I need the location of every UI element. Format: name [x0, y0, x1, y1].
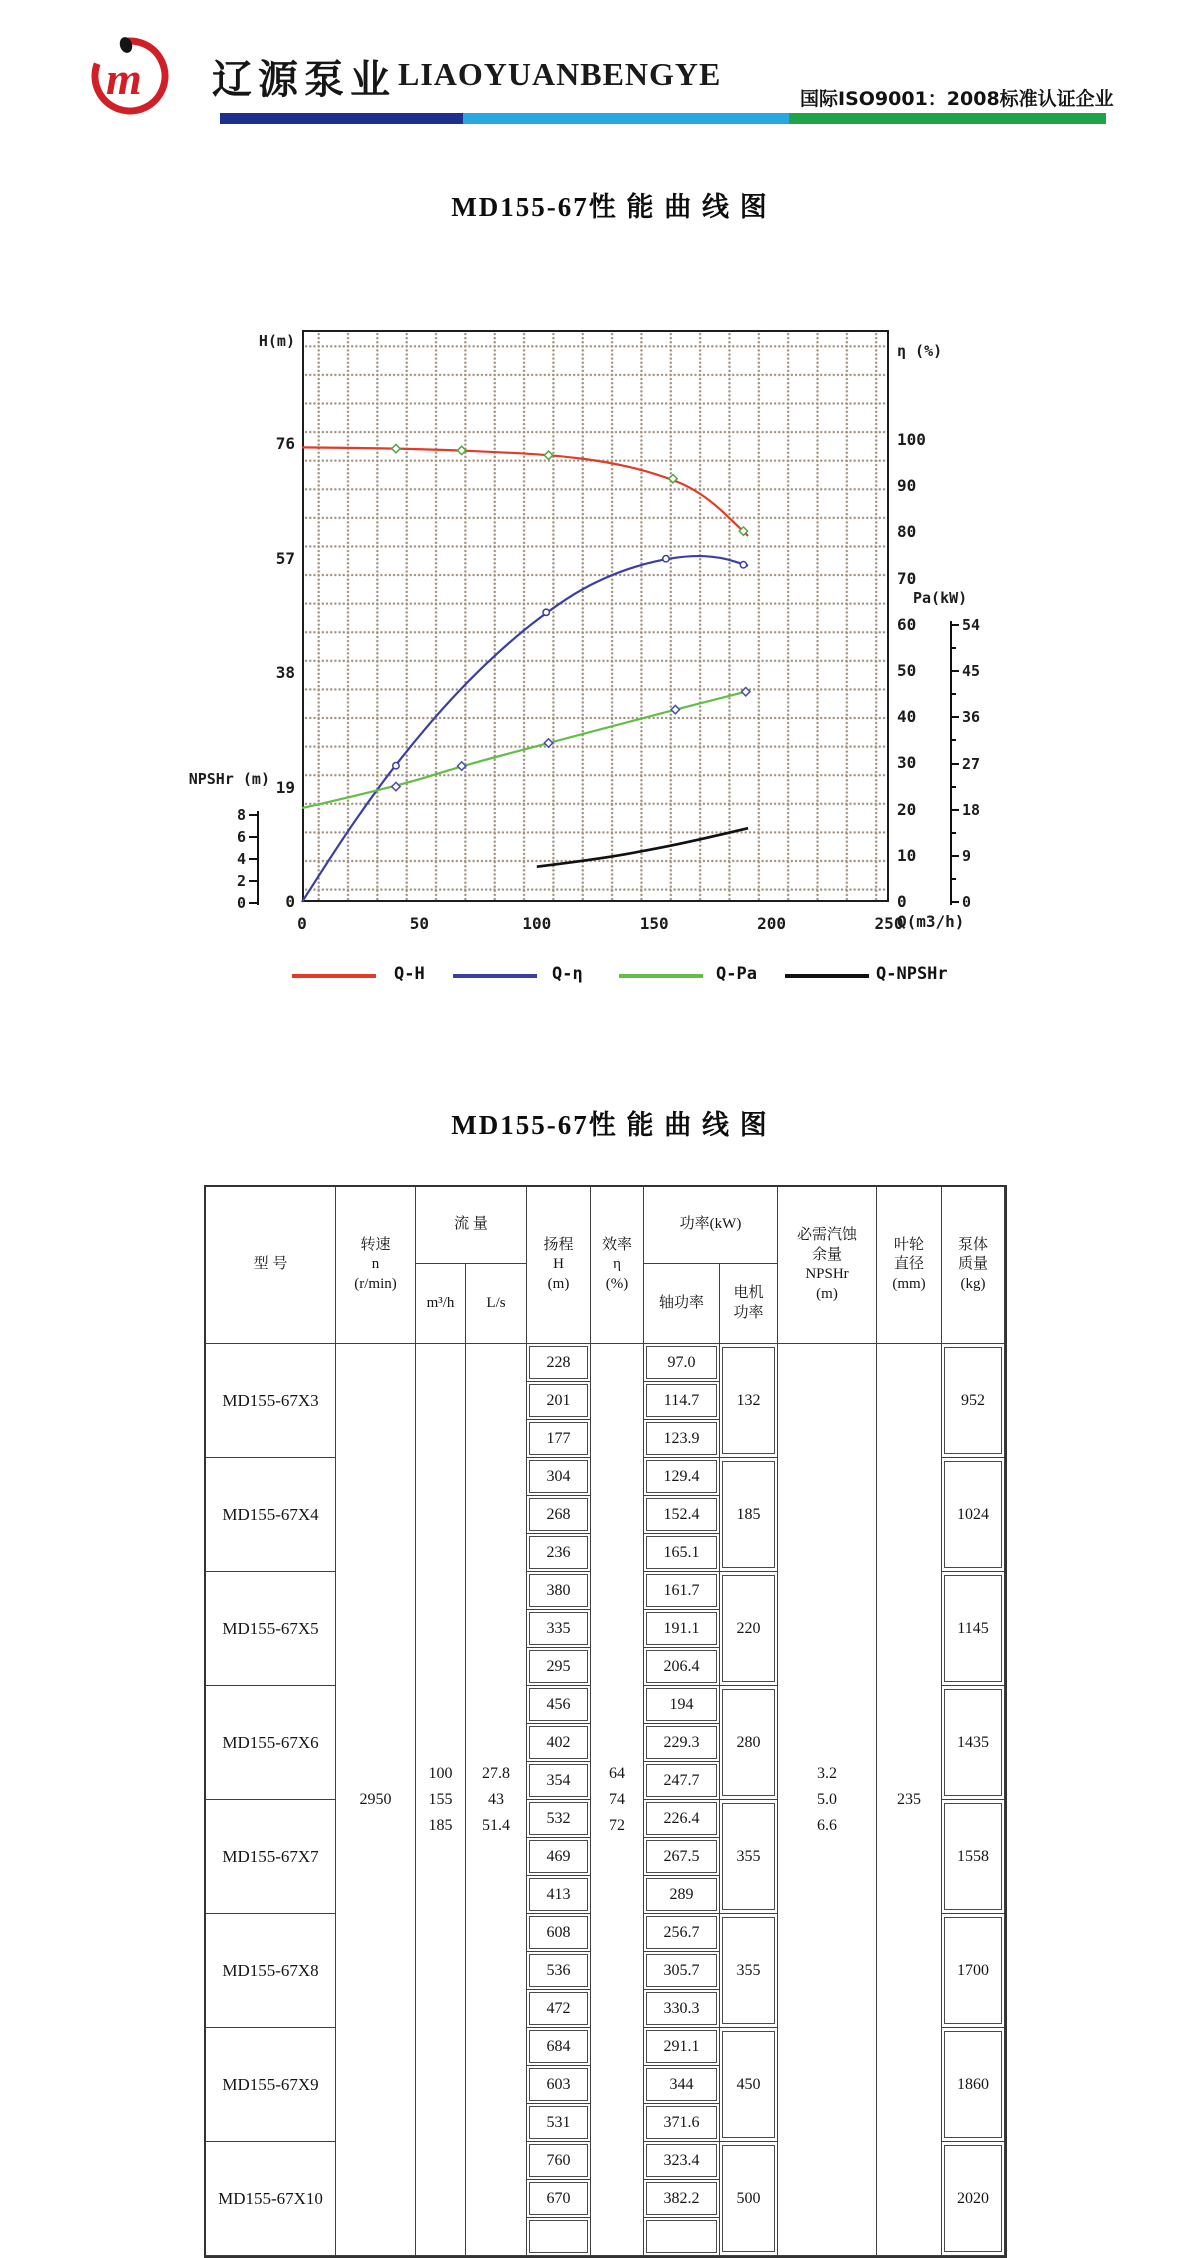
boxed-value: 201	[529, 1384, 588, 1417]
efficiency-cell	[591, 1344, 644, 2256]
shaft-power-value-cell	[644, 1876, 720, 1914]
q-axis-tick: 0	[297, 914, 307, 933]
npshr-axis-tick: 6	[236, 828, 246, 846]
eta-axis-tick: 30	[897, 753, 917, 773]
boxed-value: 355	[722, 1917, 775, 2024]
pa-axis-tick: 0	[962, 893, 972, 911]
head-value-cell	[527, 2142, 591, 2180]
head-value-cell	[527, 1382, 591, 1420]
boxed-value: 335	[529, 1612, 588, 1645]
model-name-cell: MD155-67X3	[206, 1344, 336, 1458]
boxed-value: 132	[722, 1347, 775, 1454]
pump-mass-cell	[942, 1344, 1005, 1458]
eta-axis-tick: 90	[897, 476, 917, 496]
col-header-npshr	[778, 1187, 877, 1344]
npshr-axis-tick: 8	[236, 806, 246, 824]
h-axis-tick: 38	[275, 663, 295, 683]
pa-axis-tickmark	[950, 763, 959, 765]
head-value-cell	[527, 2180, 591, 2218]
head-value-cell	[527, 2028, 591, 2066]
stacked-values: 必需汽蚀 余量 NPSHr (m)	[796, 1227, 857, 1302]
iso-certification-text: 国际ISO9001：2008标准认证企业	[800, 88, 1114, 110]
boxed-value: 165.1	[646, 1536, 717, 1569]
pa-axis-tickmark	[950, 624, 959, 626]
head-value-cell	[527, 1800, 591, 1838]
legend-label: Q-η	[552, 964, 583, 984]
col-header-impeller	[877, 1187, 942, 1344]
boxed-value: 355	[722, 1803, 775, 1910]
pump-mass-cell	[942, 2028, 1005, 2142]
shaft-power-value-cell	[644, 1800, 720, 1838]
pump-mass-cell	[942, 2142, 1005, 2256]
boxed-value: 280	[722, 1689, 775, 1796]
shaft-power-value-cell	[644, 1610, 720, 1648]
boxed-value: 291.1	[646, 2030, 717, 2063]
boxed-value: 194	[646, 1688, 717, 1721]
stacked-values: 3.2 5.0 6.6	[817, 1764, 837, 1834]
boxed-value: 952	[944, 1347, 1002, 1454]
col-header-flow-ls: L/s	[466, 1264, 527, 1344]
flow-ls-cell	[466, 1344, 527, 2256]
head-value-cell	[527, 1572, 591, 1610]
pa-axis-minor-tickmark	[950, 786, 956, 788]
spec-table	[206, 1187, 1005, 2256]
curve-chart-title: MD155-67性 能 曲 线 图	[451, 192, 769, 222]
header-bar-green	[789, 113, 1106, 124]
pa-axis-minor-tickmark	[950, 647, 956, 649]
h-axis-tick: 57	[275, 548, 295, 568]
boxed-value: 206.4	[646, 1650, 717, 1683]
q-axis-tick: 250	[874, 914, 904, 933]
pa-axis-minor-tickmark	[950, 878, 956, 880]
motor-power-cell	[720, 2142, 778, 2256]
legend-line-Q-Pa	[619, 974, 703, 978]
boxed-value: 2020	[944, 2145, 1002, 2252]
performance-data-table	[204, 1185, 1007, 2258]
model-name-cell: MD155-67X8	[206, 1914, 336, 2028]
col-header-head	[527, 1187, 591, 1344]
shaft-power-value-cell	[644, 2104, 720, 2142]
head-value-cell	[527, 1648, 591, 1686]
model-name-cell: MD155-67X6	[206, 1686, 336, 1800]
legend-line-Q-η	[453, 974, 537, 978]
boxed-value: 472	[529, 1992, 588, 2025]
shaft-power-value-cell	[644, 1420, 720, 1458]
boxed-value: 295	[529, 1650, 588, 1683]
pa-axis-minor-tickmark	[950, 739, 956, 741]
pa-axis-tick: 36	[962, 708, 981, 727]
boxed-value: 536	[529, 1954, 588, 1987]
npshr-axis-tick: 4	[236, 850, 246, 868]
shaft-power-value-cell	[644, 1990, 720, 2028]
boxed-value: 382.2	[646, 2182, 717, 2215]
boxed-value: 469	[529, 1840, 588, 1873]
page-header	[0, 0, 1200, 130]
q-axis-title: Q(m3/h)	[897, 912, 965, 931]
boxed-value: 330.3	[646, 1992, 717, 2025]
head-value-cell	[527, 1724, 591, 1762]
boxed-value: 608	[529, 1916, 588, 1949]
pa-axis-minor-tickmark	[950, 693, 956, 695]
boxed-value: 177	[529, 1422, 588, 1455]
boxed-value: 354	[529, 1764, 588, 1797]
boxed-value: 152.4	[646, 1498, 717, 1531]
boxed-value: 684	[529, 2030, 588, 2063]
q-axis-tick: 150	[639, 914, 669, 933]
shaft-power-value-cell	[644, 2218, 720, 2256]
boxed-value: 1145	[944, 1575, 1002, 1682]
boxed-value: 1024	[944, 1461, 1002, 1568]
boxed-value: 114.7	[646, 1384, 717, 1417]
shaft-power-value-cell	[644, 1496, 720, 1534]
head-value-cell	[527, 1458, 591, 1496]
npshr-axis-tickmark	[249, 880, 258, 882]
npshr-axis-tickmark	[249, 836, 258, 838]
npshr-axis-tickmark	[249, 858, 258, 860]
head-value-cell	[527, 1420, 591, 1458]
motor-power-cell	[720, 2028, 778, 2142]
pump-mass-cell	[942, 1914, 1005, 2028]
boxed-value: 380	[529, 1574, 588, 1607]
pa-axis-tick: 54	[962, 616, 981, 634]
shaft-power-value-cell	[644, 1762, 720, 1800]
stacked-values: 100 155 185	[428, 1764, 453, 1834]
boxed-value: 305.7	[646, 1954, 717, 1987]
col-header-speed	[336, 1187, 416, 1344]
pa-axis-minor-tickmark	[950, 832, 956, 834]
npshr-cell	[778, 1344, 877, 2256]
stacked-values: 电机 功率	[733, 1285, 764, 1321]
head-value-cell	[527, 1762, 591, 1800]
col-header-power: 功率(kW)	[644, 1187, 778, 1264]
head-value-cell	[527, 1534, 591, 1572]
boxed-value: 531	[529, 2106, 588, 2139]
pa-axis-tickmark	[950, 855, 959, 857]
boxed-value: 228	[529, 1346, 588, 1379]
head-value-cell	[527, 2066, 591, 2104]
boxed-value: 670	[529, 2182, 588, 2215]
boxed-value: 304	[529, 1460, 588, 1493]
motor-power-cell	[720, 1800, 778, 1914]
pa-axis-tickmark	[950, 809, 959, 811]
boxed-value: 229.3	[646, 1726, 717, 1759]
boxed-value: 323.4	[646, 2144, 717, 2177]
pa-axis-title: Pa(kW)	[913, 589, 968, 607]
head-value-cell	[527, 1952, 591, 1990]
h-axis-tick: 0	[285, 892, 295, 911]
shaft-power-value-cell	[644, 2066, 720, 2104]
shaft-power-value-cell	[644, 1534, 720, 1572]
speed-cell: 2950	[336, 1344, 416, 2256]
stacked-values: 效率 η (%)	[601, 1236, 632, 1292]
brand-name-pinyin: LIAOYUANBENGYE	[398, 56, 722, 92]
shaft-power-value-cell	[644, 2028, 720, 2066]
company-logo-icon	[84, 30, 176, 118]
eta-axis-tick: 10	[897, 845, 917, 865]
eta-axis-tick: 80	[897, 522, 917, 542]
npshr-axis-title: NPSHr (m)	[188, 770, 270, 788]
boxed-value: 267.5	[646, 1840, 717, 1873]
boxed-value: 450	[722, 2031, 775, 2138]
head-value-cell	[527, 1610, 591, 1648]
shaft-power-value-cell	[644, 1914, 720, 1952]
eta-axis-tick: 40	[897, 707, 917, 727]
stacked-values: 泵体 质量 (kg)	[957, 1236, 988, 1292]
brand-name-chinese: 辽源泵业	[212, 57, 396, 103]
eta-axis-tick: 20	[897, 799, 917, 819]
pa-axis-tickmark	[950, 670, 959, 672]
motor-power-cell	[720, 1572, 778, 1686]
boxed-value	[529, 2220, 588, 2253]
head-value-cell	[527, 1990, 591, 2028]
shaft-power-value-cell	[644, 1572, 720, 1610]
shaft-power-value-cell	[644, 1838, 720, 1876]
boxed-value: 161.7	[646, 1574, 717, 1607]
stacked-values: 27.8 43 51.4	[482, 1764, 510, 1834]
boxed-value: 532	[529, 1802, 588, 1835]
boxed-value: 344	[646, 2068, 717, 2101]
motor-power-cell	[720, 1686, 778, 1800]
shaft-power-value-cell	[644, 2142, 720, 2180]
npshr-axis-tick: 0	[236, 894, 246, 912]
head-value-cell	[527, 2104, 591, 2142]
npshr-axis-tickmark	[249, 814, 258, 816]
boxed-value: 123.9	[646, 1422, 717, 1455]
legend-line-Q-NPSHr	[785, 974, 869, 978]
boxed-value: 1558	[944, 1803, 1002, 1910]
legend-label: Q-NPSHr	[876, 964, 948, 984]
eta-axis-title: η (%)	[897, 342, 943, 360]
shaft-power-value-cell	[644, 1686, 720, 1724]
col-header-efficiency	[591, 1187, 644, 1344]
boxed-value: 226.4	[646, 1802, 717, 1835]
eta-axis-tick: 70	[897, 568, 917, 588]
shaft-power-value-cell	[644, 1382, 720, 1420]
stacked-values: 叶轮 直径 (mm)	[892, 1236, 926, 1292]
head-value-cell	[527, 1914, 591, 1952]
head-value-cell	[527, 1344, 591, 1382]
shaft-power-value-cell	[644, 1648, 720, 1686]
stacked-values: 转速 n (r/min)	[354, 1236, 397, 1292]
head-value-cell	[527, 2218, 591, 2256]
boxed-value: 97.0	[646, 1346, 717, 1379]
head-value-cell	[527, 1876, 591, 1914]
eta-axis-tick: 0	[897, 892, 907, 911]
head-value-cell	[527, 1838, 591, 1876]
performance-curve-plot-area	[302, 330, 889, 902]
boxed-value: 185	[722, 1461, 775, 1568]
legend-label: Q-Pa	[716, 964, 757, 984]
pa-axis-tick: 18	[962, 800, 981, 819]
eta-axis-tick: 100	[897, 430, 926, 449]
q-axis-tick: 100	[522, 914, 552, 933]
model-name-cell: MD155-67X5	[206, 1572, 336, 1686]
pump-mass-cell	[942, 1458, 1005, 1572]
flow-m3h-cell	[416, 1344, 466, 2256]
header-bar-lightblue	[463, 113, 789, 124]
boxed-value: 220	[722, 1575, 775, 1682]
boxed-value: 500	[722, 2145, 775, 2252]
boxed-value: 456	[529, 1688, 588, 1721]
col-header-model: 型 号	[206, 1187, 336, 1344]
boxed-value: 603	[529, 2068, 588, 2101]
q-axis-tick: 50	[409, 914, 430, 933]
motor-power-cell	[720, 1458, 778, 1572]
model-name-cell: MD155-67X10	[206, 2142, 336, 2256]
col-header-flow-m3h: m³/h	[416, 1264, 466, 1344]
stacked-values: 扬程 H (m)	[543, 1236, 574, 1292]
h-axis-tick: 76	[275, 434, 295, 454]
boxed-value: 247.7	[646, 1764, 717, 1797]
boxed-value: 413	[529, 1878, 588, 1911]
table-title: MD155-67性 能 曲 线 图	[451, 1110, 769, 1140]
pa-axis-tick: 27	[962, 754, 981, 773]
svg-text:m: m	[106, 53, 142, 104]
stacked-values: 64 74 72	[609, 1764, 625, 1834]
pa-axis-tickmark	[950, 716, 959, 718]
shaft-power-value-cell	[644, 1344, 720, 1382]
head-value-cell	[527, 1496, 591, 1534]
col-header-flow: 流 量	[416, 1187, 527, 1264]
boxed-value: 191.1	[646, 1612, 717, 1645]
boxed-value: 1700	[944, 1917, 1002, 2024]
head-value-cell	[527, 1686, 591, 1724]
boxed-value: 1435	[944, 1689, 1002, 1796]
motor-power-cell	[720, 1344, 778, 1458]
boxed-value: 129.4	[646, 1460, 717, 1493]
col-header-mass	[942, 1187, 1005, 1344]
boxed-value: 268	[529, 1498, 588, 1531]
model-name-cell: MD155-67X4	[206, 1458, 336, 1572]
eta-axis-tick: 50	[897, 661, 917, 680]
header-bar-darkblue	[220, 113, 463, 124]
boxed-value	[646, 2220, 717, 2253]
pump-mass-cell	[942, 1572, 1005, 1686]
npshr-axis-tick: 2	[236, 872, 246, 890]
shaft-power-value-cell	[644, 2180, 720, 2218]
pa-axis-tick: 9	[962, 846, 972, 865]
boxed-value: 402	[529, 1726, 588, 1759]
pa-axis-tick: 45	[962, 662, 981, 681]
motor-power-cell	[720, 1914, 778, 2028]
h-axis-tick: 19	[275, 777, 295, 797]
h-axis-title: H(m)	[258, 332, 295, 350]
shaft-power-value-cell	[644, 1458, 720, 1496]
npshr-axis-tickmark	[249, 902, 258, 904]
boxed-value: 236	[529, 1536, 588, 1569]
pump-mass-cell	[942, 1800, 1005, 1914]
boxed-value: 256.7	[646, 1916, 717, 1949]
boxed-value: 1860	[944, 2031, 1002, 2138]
q-axis-tick: 200	[757, 914, 787, 933]
impeller-diameter-cell: 235	[877, 1344, 942, 2256]
boxed-value: 371.6	[646, 2106, 717, 2139]
legend-label: Q-H	[394, 964, 425, 984]
eta-axis-tick: 60	[897, 614, 917, 634]
pa-axis-tickmark	[950, 901, 959, 903]
col-header-motor-power	[720, 1264, 778, 1344]
legend-line-Q-H	[292, 974, 376, 978]
model-name-cell: MD155-67X7	[206, 1800, 336, 1914]
shaft-power-value-cell	[644, 1724, 720, 1762]
boxed-value: 289	[646, 1878, 717, 1911]
shaft-power-value-cell	[644, 1952, 720, 1990]
pump-mass-cell	[942, 1686, 1005, 1800]
table-row	[206, 1344, 1005, 1382]
col-header-shaft-power: 轴功率	[644, 1264, 720, 1344]
model-name-cell: MD155-67X9	[206, 2028, 336, 2142]
boxed-value: 760	[529, 2144, 588, 2177]
